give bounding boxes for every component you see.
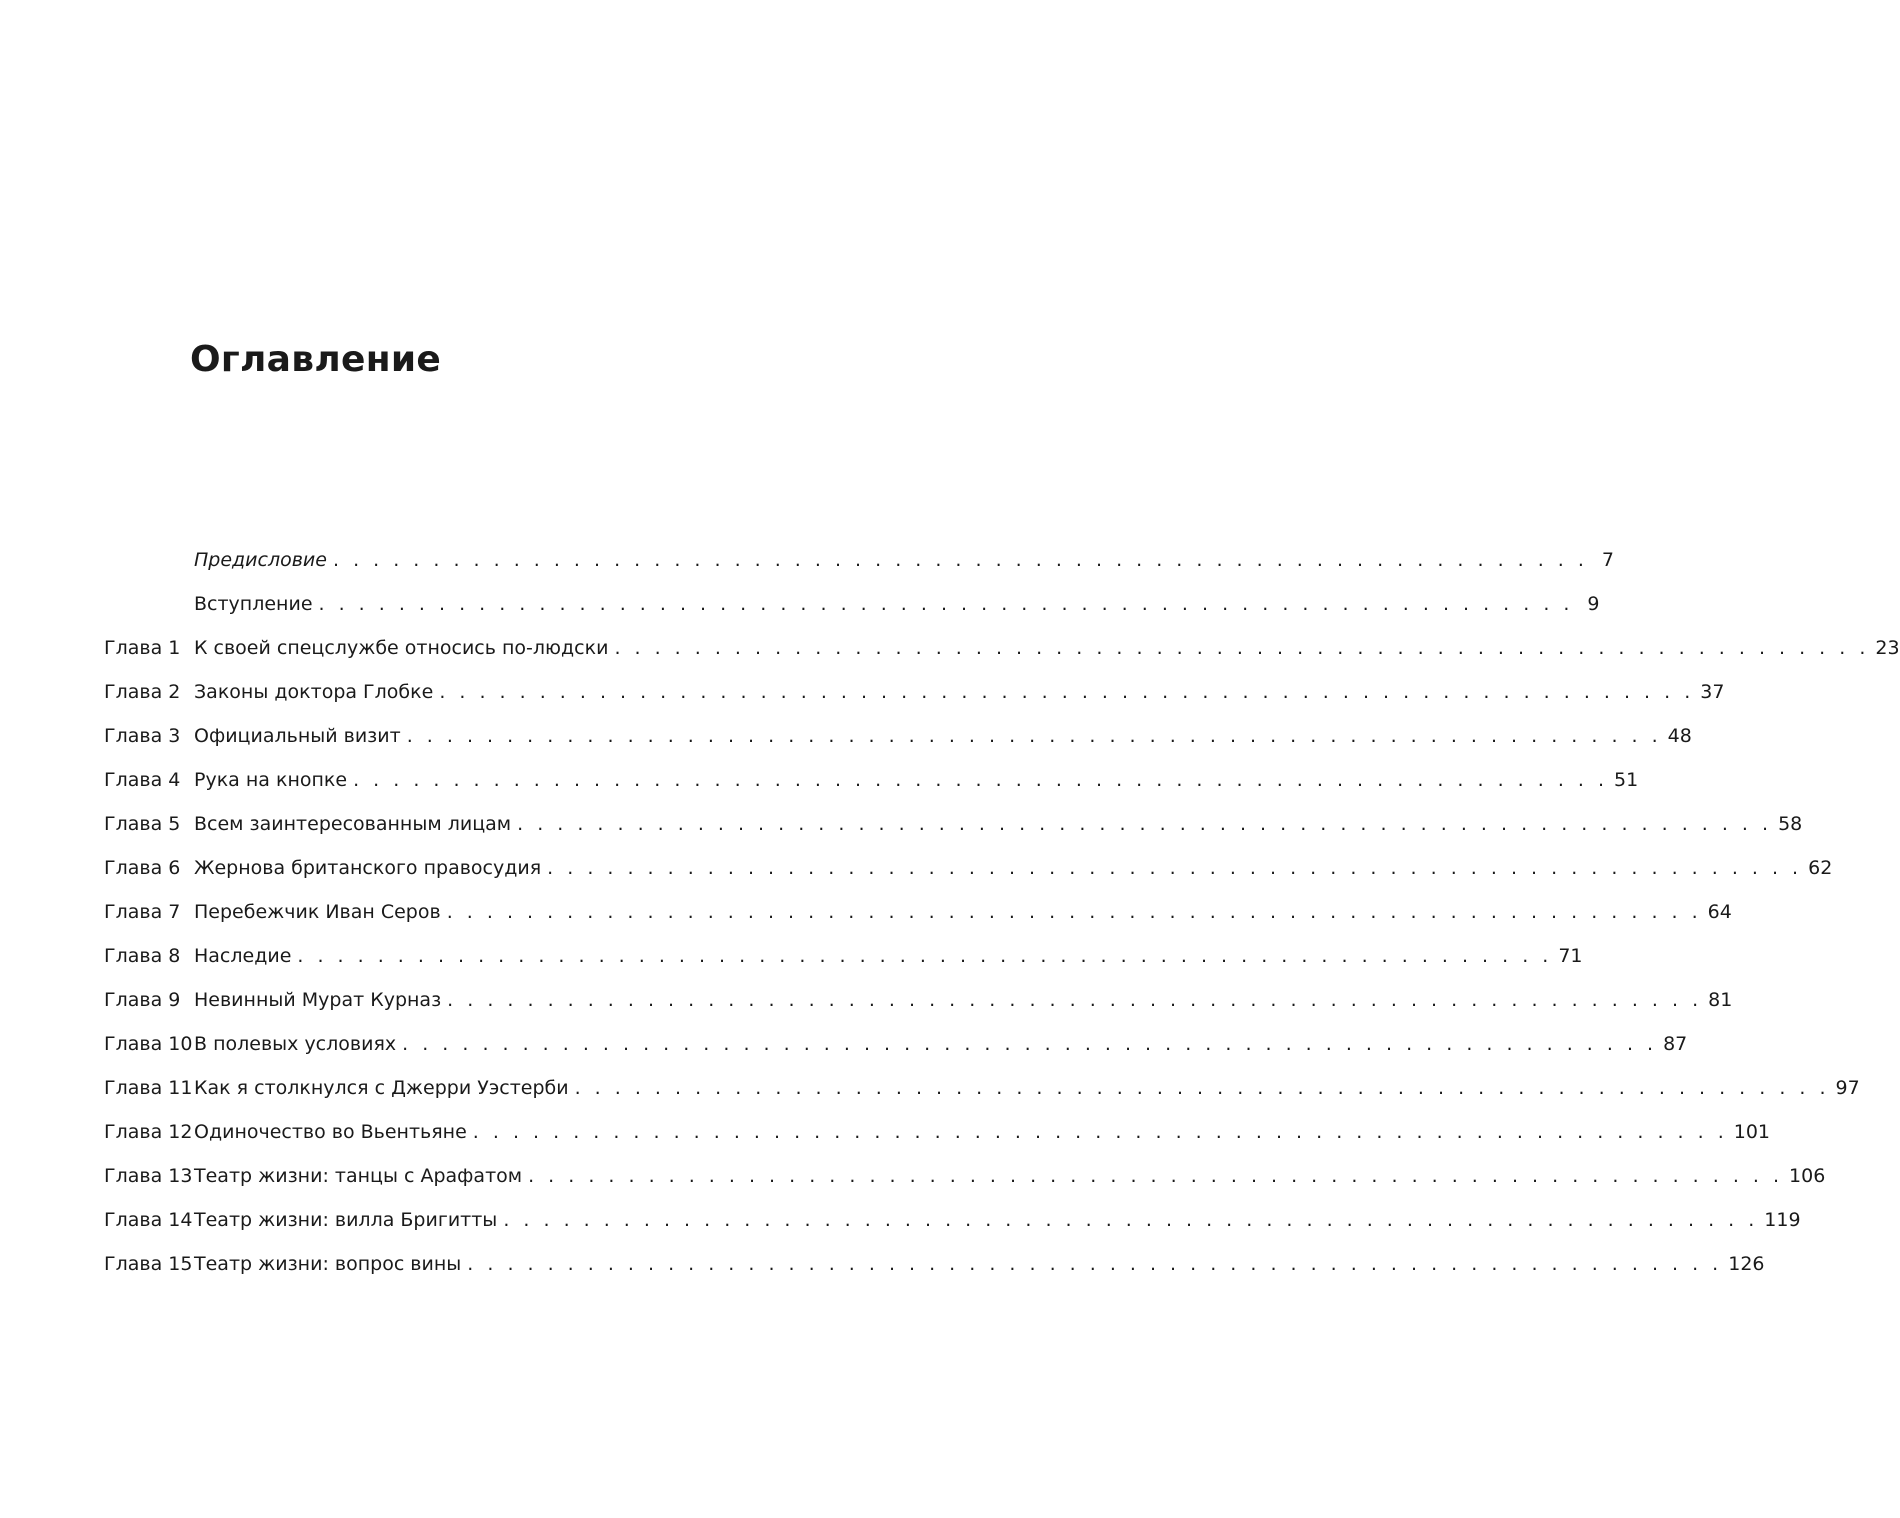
entry-title: Невинный Мурат Курназ bbox=[194, 989, 442, 1011]
dot-leader: . . . . . . . . . . . . . . . . . . . . . . . . . . . . . . . . . . . . . . . . . . . . . . . . . . . . . . . . . . . . . . . bbox=[402, 1033, 1658, 1055]
dot-leader: . . . . . . . . . . . . . . . . . . . . . . . . . . . . . . . . . . . . . . . . . . . . . . . . . . . . . . . . . . . . . . . bbox=[318, 593, 1574, 615]
dot-leader: . . . . . . . . . . . . . . . . . . . . . . . . . . . . . . . . . . . . . . . . . . . . . . . . . . . . . . . . . . . . . . . bbox=[503, 1209, 1759, 1231]
dot-leader: . . . . . . . . . . . . . . . . . . . . . . . . . . . . . . . . . . . . . . . . . . . . . . . . . . . . . . . . . . . . . . . bbox=[547, 857, 1803, 879]
chapter-label: Глава 1 bbox=[104, 637, 181, 659]
entry-title: Театр жизни: вопрос вины bbox=[194, 1253, 462, 1275]
page-title: Оглавление bbox=[190, 339, 442, 380]
toc-entry bbox=[104, 714, 1692, 758]
entry-title: Театр жизни: вилла Бригитты bbox=[194, 1209, 498, 1231]
toc-entry bbox=[104, 1022, 1688, 1066]
chapter-label: Глава 15 bbox=[104, 1253, 193, 1275]
chapter-label: Глава 5 bbox=[104, 813, 181, 835]
entry-title: Театр жизни: танцы с Арафатом bbox=[194, 1165, 523, 1187]
page-number: 7 bbox=[1601, 549, 1614, 571]
chapter-label: Глава 14 bbox=[104, 1209, 193, 1231]
entry-title: Вступление bbox=[194, 593, 313, 615]
dot-leader: . . . . . . . . . . . . . . . . . . . . . . . . . . . . . . . . . . . . . . . . . . . . . . . . . . . . . . . . . . . . . . . bbox=[439, 681, 1695, 703]
chapter-label: Глава 6 bbox=[104, 857, 181, 879]
page-number: 37 bbox=[1700, 681, 1725, 703]
toc-entry bbox=[104, 846, 1833, 890]
page-number: 51 bbox=[1614, 769, 1639, 791]
page-number: 97 bbox=[1835, 1077, 1860, 1099]
toc-entry bbox=[104, 1066, 1860, 1110]
chapter-label: Глава 2 bbox=[104, 681, 181, 703]
page-number: 71 bbox=[1558, 945, 1583, 967]
toc-entry bbox=[104, 582, 1600, 626]
entry-title: Официальный визит bbox=[194, 725, 401, 747]
toc-entry bbox=[104, 1198, 1801, 1242]
dot-leader: . . . . . . . . . . . . . . . . . . . . . . . . . . . . . . . . . . . . . . . . . . . . . . . . . . . . . . . . . . . . . . . bbox=[528, 1165, 1784, 1187]
chapter-label: Глава 13 bbox=[104, 1165, 193, 1187]
chapter-label: Глава 4 bbox=[104, 769, 181, 791]
dot-leader: . . . . . . . . . . . . . . . . . . . . . . . . . . . . . . . . . . . . . . . . . . . . . . . . . . . . . . . . . . . . . . . bbox=[517, 813, 1773, 835]
entry-title: Наследие bbox=[194, 945, 292, 967]
toc-entry bbox=[104, 1110, 1771, 1154]
entry-title: Жернова британского правосудия bbox=[194, 857, 542, 879]
toc-entry bbox=[104, 670, 1725, 714]
toc-entry bbox=[104, 626, 1900, 670]
toc-entry bbox=[104, 758, 1639, 802]
toc-entry bbox=[104, 802, 1803, 846]
entry-title: В полевых условиях bbox=[194, 1033, 397, 1055]
entry-title: Законы доктора Глобке bbox=[194, 681, 434, 703]
dot-leader: . . . . . . . . . . . . . . . . . . . . . . . . . . . . . . . . . . . . . . . . . . . . . . . . . . . . . . . . . . . . . . . bbox=[467, 1253, 1723, 1275]
toc-entry bbox=[104, 890, 1732, 934]
toc-entry bbox=[104, 934, 1583, 978]
chapter-label: Глава 11 bbox=[104, 1077, 193, 1099]
dot-leader: . . . . . . . . . . . . . . . . . . . . . . . . . . . . . . . . . . . . . . . . . . . . . . . . . . . . . . . . . . . . . . . bbox=[447, 989, 1703, 1011]
page-number: 81 bbox=[1708, 989, 1733, 1011]
page-number: 87 bbox=[1663, 1033, 1688, 1055]
page-number: 48 bbox=[1667, 725, 1692, 747]
toc-entry bbox=[104, 1154, 1826, 1198]
dot-leader: . . . . . . . . . . . . . . . . . . . . . . . . . . . . . . . . . . . . . . . . . . . . . . . . . . . . . . . . . . . . . . . bbox=[353, 769, 1609, 791]
page-number: 9 bbox=[1587, 593, 1600, 615]
dot-leader: . . . . . . . . . . . . . . . . . . . . . . . . . . . . . . . . . . . . . . . . . . . . . . . . . . . . . . . . . . . . . . . bbox=[332, 549, 1588, 571]
toc-entry bbox=[104, 1242, 1765, 1286]
entry-title: Перебежчик Иван Серов bbox=[194, 901, 441, 923]
entry-title: Рука на кнопке bbox=[194, 769, 348, 791]
dot-leader: . . . . . . . . . . . . . . . . . . . . . . . . . . . . . . . . . . . . . . . . . . . . . . . . . . . . . . . . . . . . . . . bbox=[446, 901, 1702, 923]
page-number: 126 bbox=[1728, 1253, 1765, 1275]
dot-leader: . . . . . . . . . . . . . . . . . . . . . . . . . . . . . . . . . . . . . . . . . . . . . . . . . . . . . . . . . . . . . . . bbox=[574, 1077, 1830, 1099]
entry-title: Всем заинтересованным лицам bbox=[194, 813, 512, 835]
page-number: 64 bbox=[1707, 901, 1732, 923]
toc-entry bbox=[104, 978, 1733, 1022]
entry-title: К своей спецслужбе относись по-людски bbox=[194, 637, 609, 659]
chapter-label: Глава 8 bbox=[104, 945, 181, 967]
chapter-label: Глава 10 bbox=[104, 1033, 193, 1055]
entry-title: Предисловие bbox=[194, 549, 327, 571]
dot-leader: . . . . . . . . . . . . . . . . . . . . . . . . . . . . . . . . . . . . . . . . . . . . . . . . . . . . . . . . . . . . . . . bbox=[297, 945, 1553, 967]
toc-entry bbox=[104, 538, 1614, 582]
page-number: 58 bbox=[1778, 813, 1803, 835]
page-number: 101 bbox=[1733, 1121, 1771, 1143]
chapter-label: Глава 3 bbox=[104, 725, 181, 747]
page-number: 23 bbox=[1875, 637, 1900, 659]
entry-title: Как я столкнулся с Джерри Уэстерби bbox=[194, 1077, 569, 1099]
page-number: 119 bbox=[1764, 1209, 1801, 1231]
chapter-label: Глава 12 bbox=[104, 1121, 193, 1143]
chapter-label: Глава 7 bbox=[104, 901, 181, 923]
page-number: 106 bbox=[1789, 1165, 1826, 1187]
dot-leader: . . . . . . . . . . . . . . . . . . . . . . . . . . . . . . . . . . . . . . . . . . . . . . . . . . . . . . . . . . . . . . . bbox=[614, 637, 1870, 659]
chapter-label: Глава 9 bbox=[104, 989, 181, 1011]
page-number: 62 bbox=[1808, 857, 1833, 879]
dot-leader: . . . . . . . . . . . . . . . . . . . . . . . . . . . . . . . . . . . . . . . . . . . . . . . . . . . . . . . . . . . . . . . bbox=[406, 725, 1662, 747]
dot-leader: . . . . . . . . . . . . . . . . . . . . . . . . . . . . . . . . . . . . . . . . . . . . . . . . . . . . . . . . . . . . . . . bbox=[472, 1121, 1728, 1143]
table-of-contents bbox=[104, 538, 1900, 1286]
entry-title: Одиночество во Вьентьяне bbox=[194, 1121, 467, 1143]
